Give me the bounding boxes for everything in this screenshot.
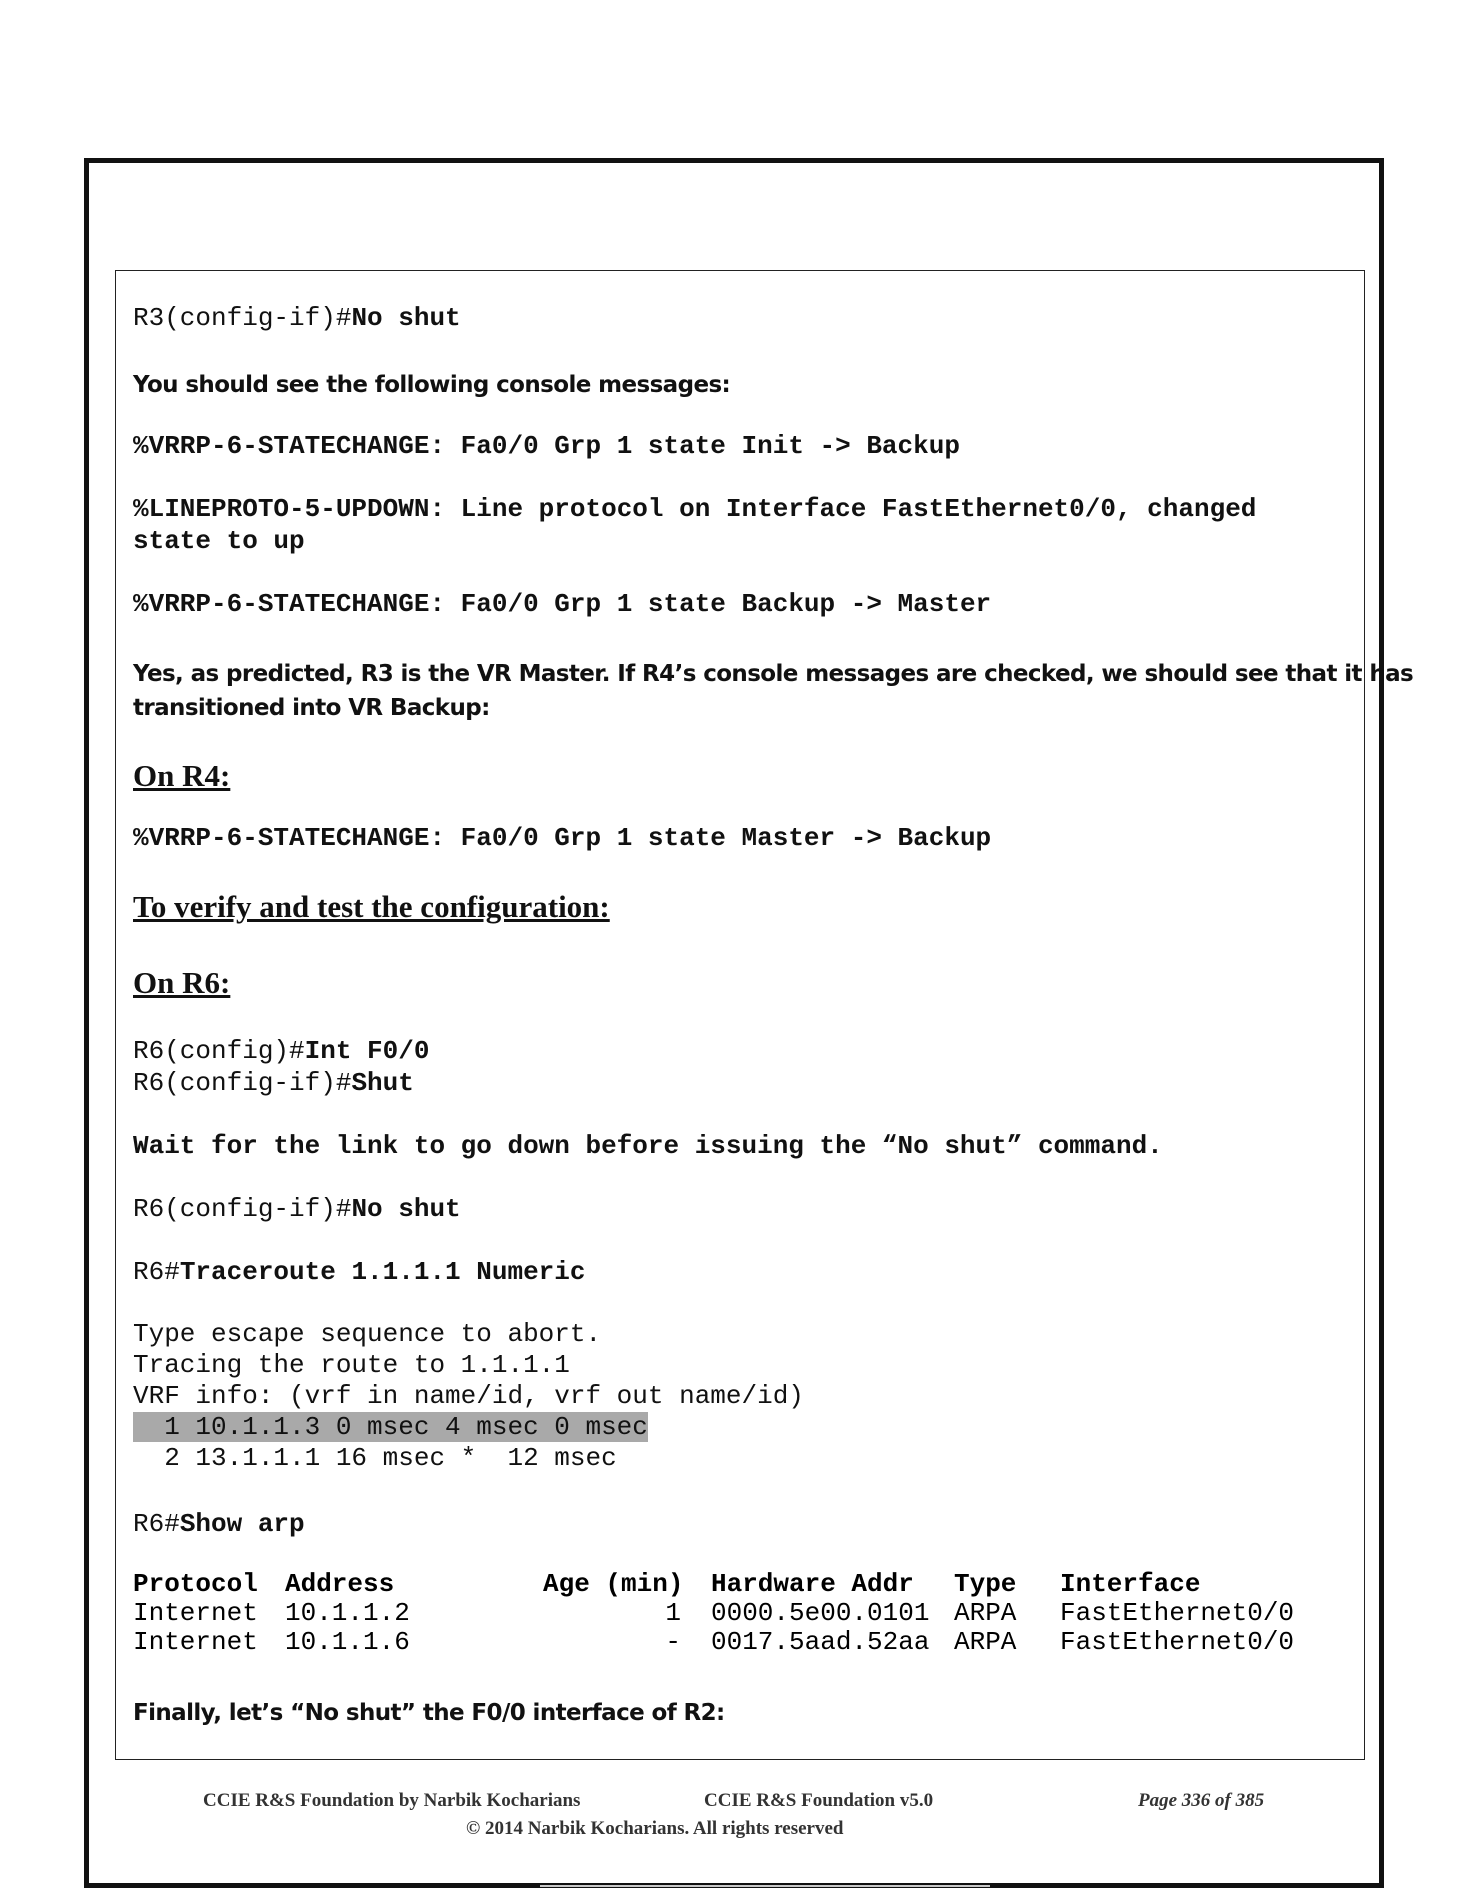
- arp-cell: 1: [665, 1598, 681, 1628]
- traceroute-hop-highlighted: 1 10.1.1.3 0 msec 4 msec 0 msec: [133, 1412, 648, 1442]
- wait-note-text: Wait for the link to go down before issuing the “No shut” command.: [133, 1131, 1163, 1161]
- cli-command: Show arp: [179, 1509, 305, 1539]
- cli-prompt: R3(config-if)#: [133, 303, 352, 333]
- arp-table: [133, 1570, 1294, 1657]
- console-msg-text: Line protocol on Interface FastEthernet0/0, changed: [445, 494, 1257, 524]
- cli-line-traceroute: [133, 1256, 585, 1288]
- paragraph-line: Yes, as predicted, R3 is the VR Master. If R4’s console messages are checked, we should see that it has: [133, 661, 1414, 687]
- prediction-paragraph: [133, 657, 1413, 725]
- console-msg-vrrp-backup-master: [133, 588, 991, 620]
- cli-command: No shut: [351, 303, 461, 333]
- arp-cell: FastEthernet0/0: [1060, 1598, 1295, 1628]
- cli-command: Int F0/0: [304, 1036, 430, 1066]
- console-intro-text: You should see the following console messages:: [133, 372, 731, 398]
- footer-copyright: © 2014 Narbik Kocharians. All rights reserved: [466, 1818, 844, 1839]
- cli-line-r3-noshut: [133, 302, 461, 334]
- arp-cell: FastEthernet0/0: [1060, 1627, 1295, 1657]
- wait-note: [133, 1130, 1163, 1162]
- footer-course: CCIE R&S Foundation v5.0: [704, 1790, 934, 1811]
- console-msg-vrrp-master-backup: [133, 822, 991, 854]
- footer-author: CCIE R&S Foundation by Narbik Kocharians: [203, 1790, 581, 1811]
- traceroute-hop: 2 13.1.1.1 16 msec * 12 msec: [133, 1443, 617, 1473]
- scan-artifact-line: [540, 1885, 990, 1887]
- console-msg-tag: %VRRP-6-STATECHANGE:: [133, 589, 446, 619]
- console-msg-text: Fa0/0 Grp 1 state Master -> Backup: [445, 823, 992, 853]
- console-msg-tag: %LINEPROTO-5-UPDOWN:: [133, 494, 446, 524]
- arp-header: Hardware Addr: [711, 1569, 914, 1599]
- paragraph-line: transitioned into VR Backup:: [133, 695, 490, 721]
- cli-line-show-arp: [133, 1508, 305, 1540]
- output-line: Tracing the route to 1.1.1.1: [133, 1350, 570, 1380]
- console-msg-tag: %VRRP-6-STATECHANGE:: [133, 431, 446, 461]
- arp-cell: 0017.5aad.52aa: [711, 1627, 930, 1657]
- cli-prompt: R6(config)#: [133, 1036, 305, 1066]
- arp-cell: Internet: [133, 1627, 258, 1657]
- arp-header: Protocol: [133, 1569, 258, 1599]
- cli-prompt: R6(config-if)#: [133, 1194, 352, 1224]
- console-msg-text: Fa0/0 Grp 1 state Init -> Backup: [445, 431, 960, 461]
- cli-prompt: R6#: [133, 1257, 180, 1287]
- arp-cell: ARPA: [954, 1598, 1017, 1628]
- heading-on-r4: On R4:: [133, 758, 231, 793]
- output-line: Type escape sequence to abort.: [133, 1319, 602, 1349]
- arp-header: Type: [954, 1569, 1017, 1599]
- arp-cell: ARPA: [954, 1627, 1017, 1657]
- heading-on-r6: On R6:: [133, 965, 231, 1000]
- output-line: VRF info: (vrf in name/id, vrf out name/id): [133, 1381, 804, 1411]
- arp-cell: 10.1.1.6: [285, 1627, 410, 1657]
- arp-header-row: [133, 1570, 1294, 1599]
- arp-cell: Internet: [133, 1598, 258, 1628]
- arp-header: Address: [285, 1569, 395, 1599]
- arp-header: Interface: [1060, 1569, 1201, 1599]
- console-msg-text: Fa0/0 Grp 1 state Backup -> Master: [445, 589, 992, 619]
- arp-cell: -: [665, 1627, 681, 1657]
- heading-verify: To verify and test the configuration:: [133, 889, 610, 924]
- console-msg-text-cont: state to up: [133, 526, 305, 556]
- console-msg-tag: %VRRP-6-STATECHANGE:: [133, 823, 446, 853]
- arp-cell: 10.1.1.2: [285, 1598, 410, 1628]
- cli-prompt: R6#: [133, 1509, 180, 1539]
- cli-command: Traceroute 1.1.1.1 Numeric: [179, 1257, 586, 1287]
- cli-command: No shut: [351, 1194, 461, 1224]
- arp-header: Age (min): [543, 1569, 684, 1599]
- arp-cell: 0000.5e00.0101: [711, 1598, 930, 1628]
- console-msg-lineproto: [133, 493, 1256, 557]
- footer-page-number: Page 336 of 385: [1138, 1790, 1265, 1811]
- traceroute-output: [133, 1319, 804, 1474]
- console-msg-vrrp-init-backup: [133, 430, 960, 462]
- table-row: [133, 1628, 1294, 1657]
- final-paragraph: Finally, let’s “No shut” the F0/0 interface of R2:: [133, 1700, 725, 1726]
- cli-line-r6-noshut: [133, 1193, 461, 1225]
- cli-command: Shut: [351, 1068, 414, 1098]
- cli-prompt: R6(config-if)#: [133, 1068, 352, 1098]
- table-row: [133, 1599, 1294, 1628]
- cli-block-r6-shut: [133, 1035, 429, 1099]
